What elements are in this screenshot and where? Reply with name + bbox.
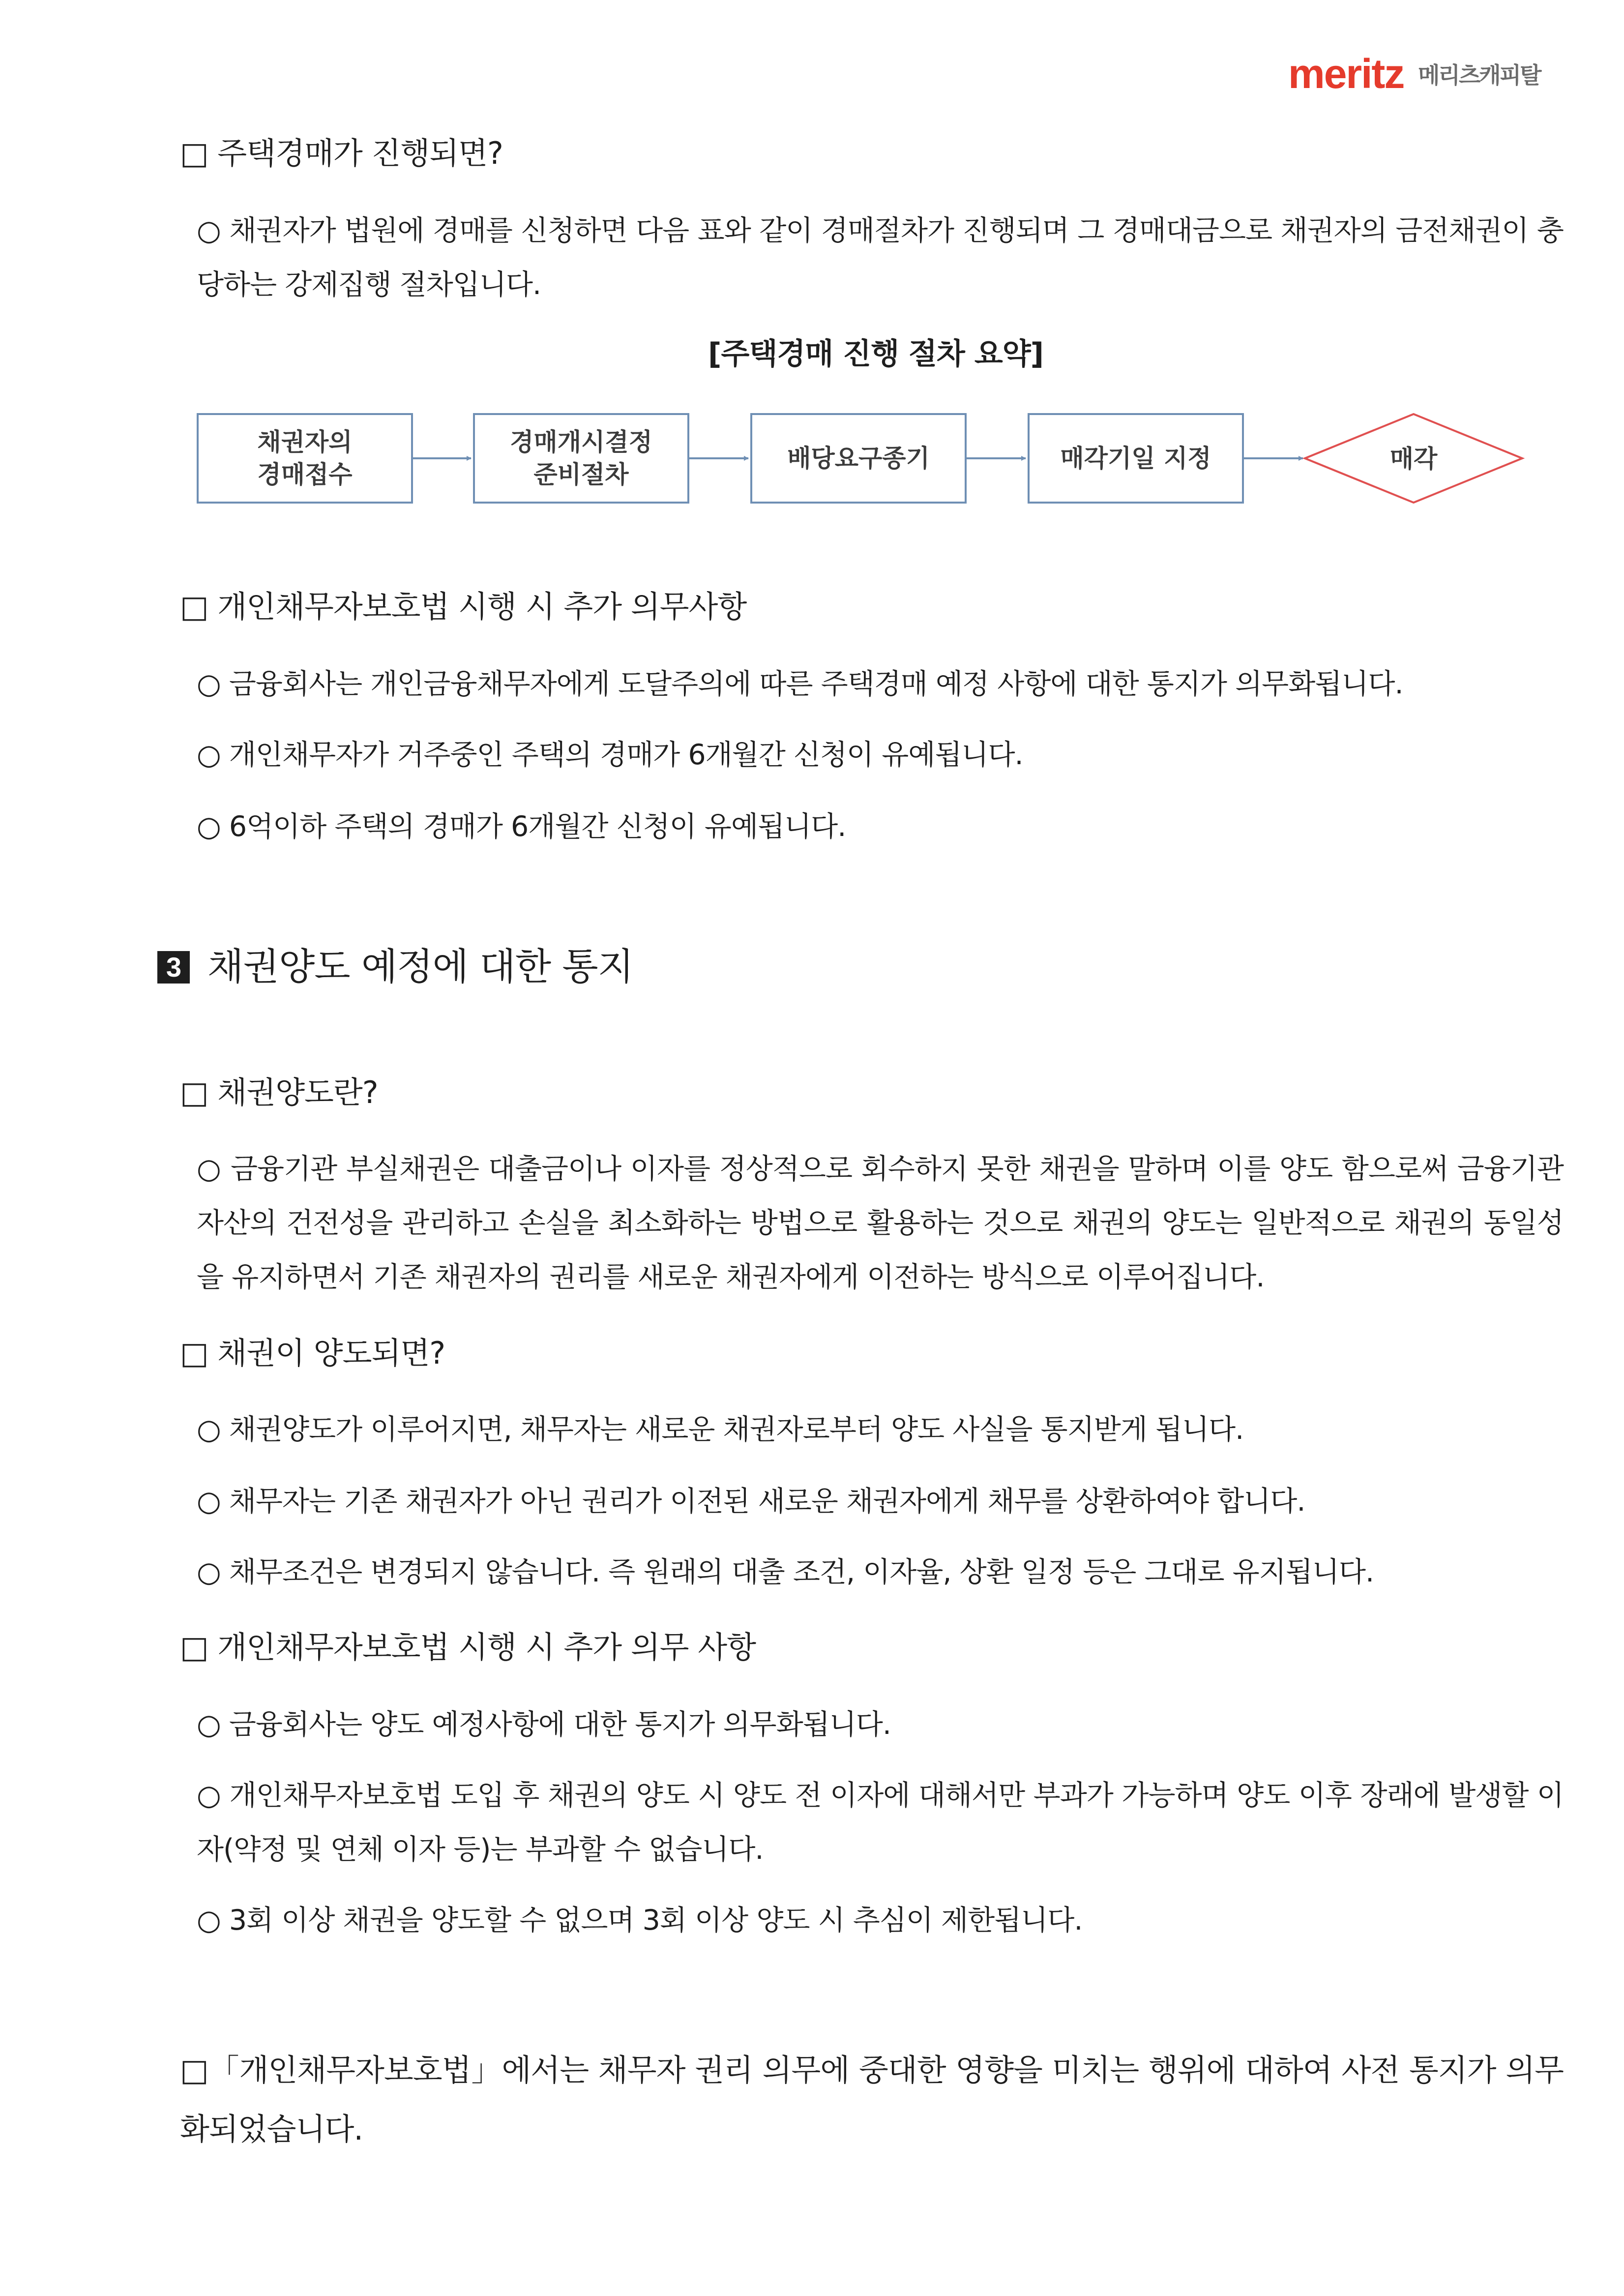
flow-step-4-label: 매각기일 지정 (1060, 444, 1211, 473)
flow-diagram-title: [주택경매 진행 절차 요약] (708, 337, 1044, 371)
transfer-after-item-1: ○ 채권양도가 이루어지면, 채무자는 새로운 채권자로부터 양도 사실을 통지받게 됩니다. (197, 1413, 1244, 1446)
heading-auction-duties: □ 개인채무자보호법 시행 시 추가 의무사항 (180, 589, 747, 625)
flow-step-1-line1: 채권자의 (257, 427, 353, 456)
section-3-title (157, 943, 633, 990)
transfer-after-item-3: ○ 채무조건은 변경되지 않습니다. 즉 원래의 대출 조건, 이자율, 상환 일정 등은 그대로 유지됩니다. (197, 1556, 1374, 1588)
transfer-duty-item-1: ○ 금융회사는 양도 예정사항에 대한 통지가 의무화됩니다. (197, 1708, 891, 1741)
closing-notice: □「개인채무자보호법」에서는 채무자 권리 의무에 중대한 영향을 미치는 행위에 대하여 사전 통지가 의무화되었습니다. (180, 2052, 1564, 2147)
auction-duty-item-2: ○ 개인채무자가 거주중인 주택의 경매가 6개월간 신청이 유예됩니다. (197, 739, 1023, 771)
flow-step-1-line2: 경매접수 (257, 460, 353, 489)
transfer-duty-item-2: ○ 개인채무자보호법 도입 후 채권의 양도 시 양도 전 이자에 대해서만 부과가 가능하며 양도 이후 장래에 발생할 이자(약정 및 연체 이자 등)는 부과할 수 없습니다. (197, 1779, 1564, 1866)
logo-brand: meritz (1288, 51, 1404, 97)
heading-transfer-after: □ 채권이 양도되면? (180, 1335, 445, 1371)
flow-step-2-line1: 경매개시결정 (510, 427, 652, 456)
section-3-title-text: 채권양도 예정에 대한 통지 (207, 945, 634, 988)
flow-step-3-label: 배당요구종기 (787, 444, 930, 473)
heading-auction-proceeding: □ 주택경매가 진행되면? (180, 135, 503, 171)
paragraph-auction-definition: ○ 채권자가 법원에 경매를 신청하면 다음 표와 같이 경매절차가 진행되며 그 경매대금으로 채권자의 금전채권이 충당하는 강제집행 절차입니다. (197, 214, 1564, 301)
heading-transfer-duties: □ 개인채무자보호법 시행 시 추가 의무 사항 (180, 1629, 756, 1665)
logo-subtitle: 메리츠캐피탈 (1418, 62, 1540, 89)
transfer-duty-item-3: ○ 3회 이상 채권을 양도할 수 없으며 3회 이상 양도 시 추심이 제한됩니다. (197, 1904, 1083, 1937)
paragraph-transfer-definition: ○ 금융기관 부실채권은 대출금이나 이자를 정상적으로 회수하지 못한 채권을 말하며 이를 양도 함으로써 금융기관 자산의 건전성을 관리하고 손실을 최소화하는 방법으로 활용하는 것으로 채권의 양도는 일반적으로 채권의 동일성을 유지하면서 기존 채권자의 권리를 새로운 채권자에게 이전하는 방식으로 이루어집니다. (197, 1153, 1564, 1293)
auction-duty-item-1: ○ 금융회사는 개인금융채무자에게 도달주의에 따른 주택경매 예정 사항에 대한 통지가 의무화됩니다. (197, 668, 1403, 700)
flow-step-sale-label: 매각 (1389, 444, 1438, 473)
flow-step-2-line2: 준비절차 (533, 460, 629, 489)
heading-transfer-definition: □ 채권양도란? (180, 1074, 378, 1110)
auction-duty-item-3: ○ 6억이하 주택의 경매가 6개월간 신청이 유예됩니다. (197, 810, 846, 843)
transfer-after-item-2: ○ 채무자는 기존 채권자가 아닌 권리가 이전된 새로운 채권자에게 채무를 상환하여야 합니다. (197, 1485, 1305, 1518)
section-number-badge: 3 (157, 951, 190, 984)
